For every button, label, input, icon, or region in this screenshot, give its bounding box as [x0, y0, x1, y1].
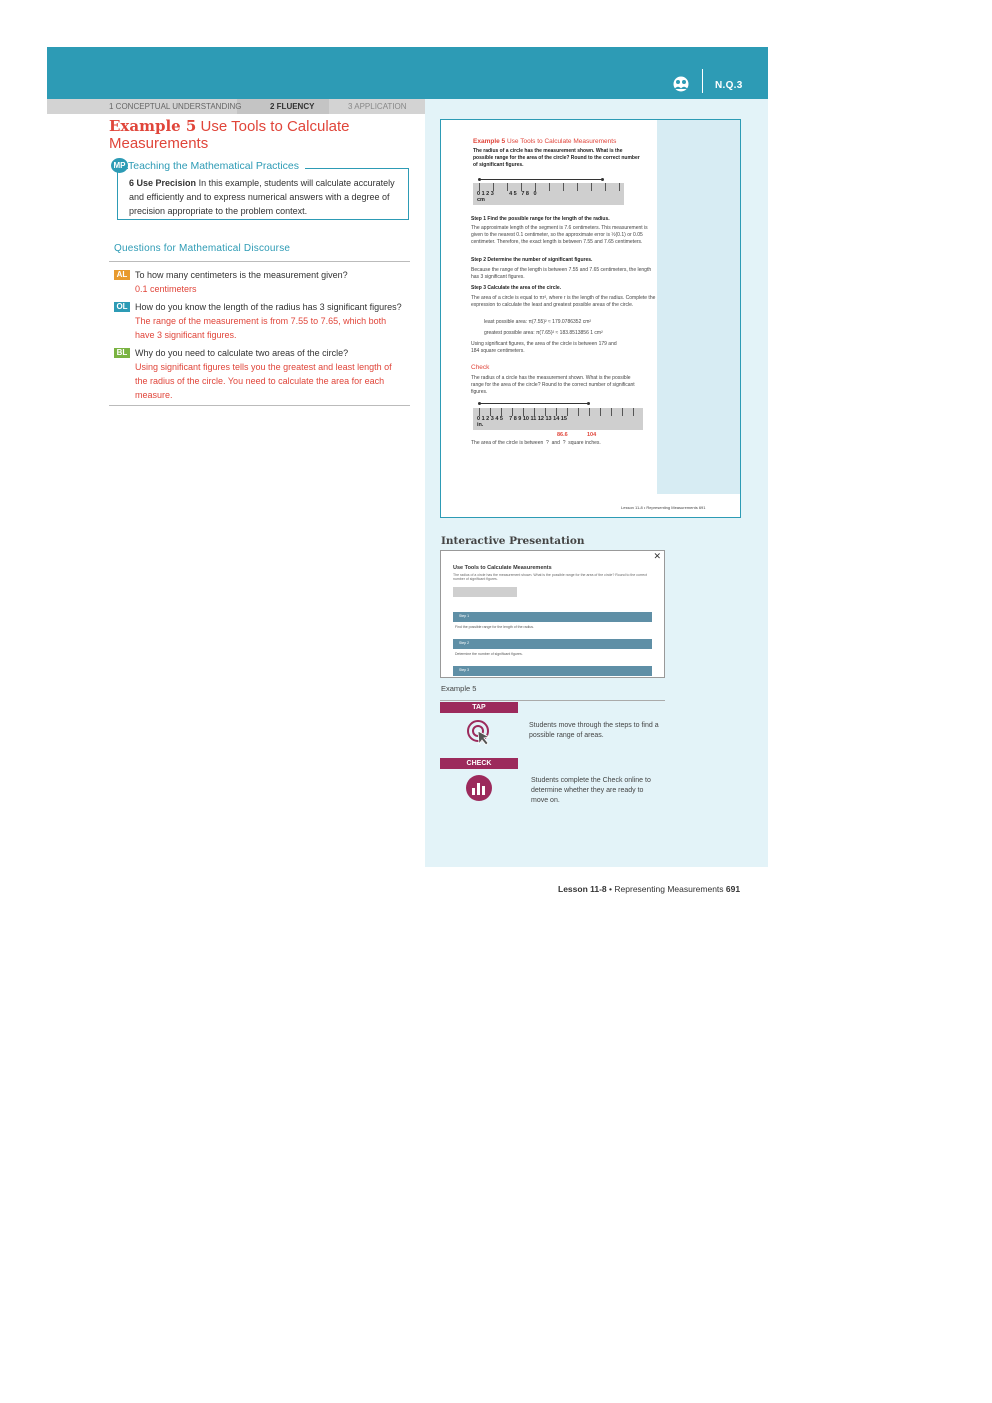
step1-bar[interactable]	[453, 612, 652, 622]
student-page-sidebar	[657, 120, 740, 494]
ruler-in	[473, 408, 643, 430]
ruler-in-labels: 0 1 2 3 4 5 7 8 9 10 11 12 13 14 15	[477, 416, 567, 422]
header-divider	[702, 69, 703, 93]
header-banner	[47, 47, 768, 99]
conclusion: Using significant figures, the area of the circle is between 179 and 184 square centimeters.	[471, 341, 617, 355]
step1-bar-label: Step 1	[459, 614, 470, 618]
tag-al: AL	[114, 270, 130, 280]
question-bl	[114, 346, 404, 402]
tab-fluency: 2 FLUENCY	[270, 102, 315, 111]
mp-icon: MP	[111, 158, 128, 173]
student-page-title: Example 5 Use Tools to Calculate Measurements	[473, 138, 617, 145]
question-ol	[114, 300, 404, 342]
tab-application: 3 APPLICATION	[348, 102, 407, 111]
radius-segment	[479, 179, 603, 180]
page-number: 691	[725, 884, 741, 894]
mp-heading: Teaching the Mathematical Practices	[128, 160, 305, 172]
check-answer-line: The area of the circle is between ? and ? square inches.	[471, 440, 601, 446]
step1-sub: Find the possible range for the length of the radius.	[455, 625, 534, 629]
mp-practice: 6 Use Precision	[129, 178, 197, 188]
tag-ol: OL	[114, 302, 130, 312]
check-description: Students complete the Check online to determine whether they are ready to move on.	[531, 777, 651, 804]
interactive-frame-title: Use Tools to Calculate Measurements	[453, 565, 552, 571]
check-prompt: The radius of a circle has the measurement shown. What is the possible range for the area of the circle? Round to the correct number of significant figures.	[471, 375, 635, 396]
people-icon	[671, 76, 691, 92]
check-answer-2: 104	[587, 432, 597, 438]
ruler-cm	[473, 183, 624, 205]
discourse-rule-top	[109, 261, 410, 262]
interactive-caption: Example 5	[441, 684, 477, 693]
step1-heading: Step 1 Find the possible range for the length of the radius.	[471, 216, 610, 222]
student-page-thumbnail	[440, 119, 741, 518]
ruler-cm-labels: 0 1 2 3 4 5 7 8 0	[477, 191, 537, 197]
step3-bar-label: Step 3	[459, 668, 470, 672]
tap-icon	[466, 719, 494, 747]
step2-text: Because the range of the length is between 7.55 and 7.65 centimeters, the length has 3 significant figures.	[471, 267, 652, 281]
standard-code: N.Q.3	[715, 80, 743, 91]
footer-title: Representing Measurements	[614, 884, 724, 894]
interactive-rule	[440, 700, 665, 701]
question-text: Why do you need to calculate two areas of the circle?	[135, 348, 349, 358]
student-page-prompt: The radius of a circle has the measurement shown. What is the possible range for the area of the circle? Round to the correct number of significant figures.	[473, 148, 640, 169]
question-text: To how many centimeters is the measurement given?	[135, 270, 348, 280]
interactive-frame-prompt: The radius of a circle has the measurement shown. What is the possible range for the area of the circle? Round to the correct number of significant figures.	[453, 573, 647, 581]
example-label: Example 5	[109, 117, 197, 135]
example-title	[109, 118, 389, 152]
discourse-rule-bottom	[109, 405, 410, 406]
step3-heading: Step 3 Calculate the area of the circle.	[471, 285, 562, 291]
interactive-ruler	[453, 587, 517, 597]
step3-bar[interactable]	[453, 666, 652, 676]
discourse-heading: Questions for Mathematical Discourse	[114, 243, 291, 254]
close-icon[interactable]: ✕	[653, 551, 661, 561]
interactive-frame[interactable]	[440, 550, 665, 678]
answer-text: Using significant figures tells you the greatest and least length of the radius of the circle. You need to calculate the area for each measure.	[135, 362, 392, 400]
footer-separator: •	[609, 884, 613, 894]
ruler-cm-unit: cm	[477, 197, 485, 203]
check-segment	[479, 403, 589, 404]
footer-lesson: Lesson 11-8	[558, 884, 607, 894]
answer-text: The range of the measurement is from 7.55 to 7.65, which both have 3 significant figures.	[135, 316, 387, 340]
question-al	[114, 268, 404, 296]
mp-description: In this example, students will calculate accurately and efficiently and to express numerical answers with a degree of precision appropriate to the problem context.	[129, 178, 395, 216]
ruler-in-unit: in.	[477, 422, 484, 428]
tab-conceptual: 1 CONCEPTUAL UNDERSTANDING	[109, 102, 242, 111]
tap-description: Students move through the steps to find a possible range of areas.	[529, 722, 659, 739]
progression-tabs	[47, 99, 425, 114]
student-page-footer: Lesson 11-8 • Representing Measurements 691	[621, 505, 706, 510]
interactive-heading: Interactive Presentation	[441, 535, 585, 547]
greatest-area: greatest possible area: π(7.65)² ≈ 183.8513856 1 cm²	[484, 330, 603, 336]
step3-text: The area of a circle is equal to πr², where r is the length of the radius. Complete the expression to calculate the least and greatest possible areas of the circle.	[471, 295, 656, 309]
check-answer-1: 86.6	[557, 432, 568, 438]
least-area: least possible area: π(7.55)² ≈ 179.0786352 cm²	[484, 319, 592, 325]
step1-text: The approximate length of the segment is 7.6 centimeters. This measurement is given to the nearest 0.1 centimeter, so the approximate error is ½(0.1) or 0.05 centimeter. Therefore, the exact length is between 7.55 and 7.65 centimeters.	[471, 225, 648, 246]
answer-text: 0.1 centimeters	[135, 284, 197, 294]
check-label: Check	[471, 364, 490, 371]
page-footer	[558, 884, 740, 894]
tap-badge: TAP	[440, 702, 518, 713]
check-badge: CHECK	[440, 758, 518, 769]
question-text: How do you know the length of the radius has 3 significant figures?	[135, 302, 402, 312]
step2-sub: Determine the number of significant figures.	[455, 652, 523, 656]
example-heading: Use Tools to Calculate Measurements	[109, 118, 350, 152]
mp-body	[129, 176, 404, 218]
chart-check-icon	[465, 774, 493, 802]
step2-bar[interactable]	[453, 639, 652, 649]
step2-heading: Step 2 Determine the number of significant figures.	[471, 257, 593, 263]
step2-bar-label: Step 2	[459, 641, 470, 645]
tag-bl: BL	[114, 348, 130, 358]
